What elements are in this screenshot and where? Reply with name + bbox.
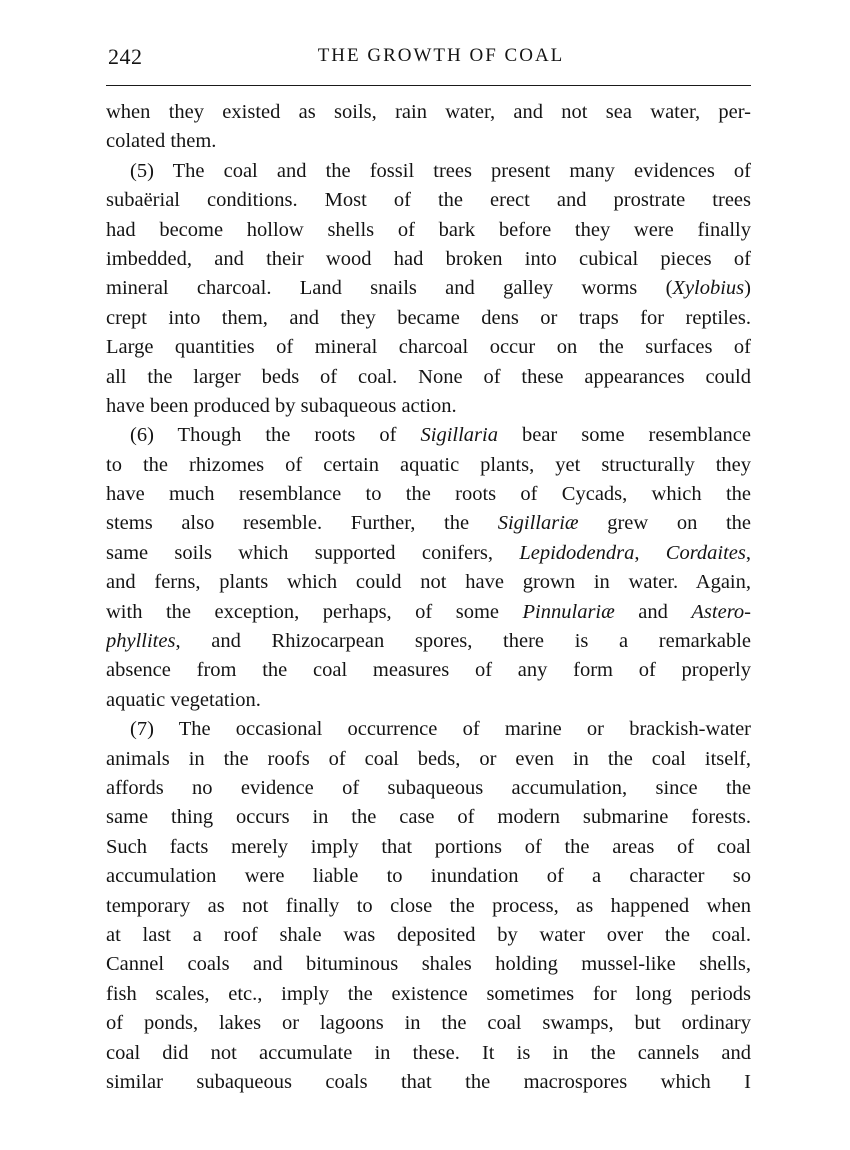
italic-term: phyllites: [106, 630, 176, 653]
text-line: animals in the roofs of coal beds, or even in the coal itself,: [106, 747, 751, 770]
text-line: accumulation were liable to inundation of a character so: [106, 865, 751, 888]
page-number: 242: [108, 44, 143, 69]
italic-term: Xylobius: [672, 277, 745, 300]
italic-term: Cordaites: [665, 541, 746, 564]
body-text: [106, 98, 751, 1097]
text-line: Such facts merely imply that portions of the areas of coal: [106, 835, 751, 858]
text-line: at last a roof shale was deposited by water over the coal.: [106, 923, 751, 946]
text-line: when they existed as soils, rain water, and not sea water, per-: [106, 101, 751, 123]
text-line: same soils which supported conifers, Lepidodendra, Cordaites,: [106, 541, 751, 564]
italic-term: Lepidodendra: [519, 541, 635, 564]
text-line: mineral charcoal. Land snails and galley worms (Xylobius): [106, 277, 751, 300]
text-line: stems also resemble. Further, the Sigillariæ grew on the: [106, 512, 751, 535]
text-line: affords no evidence of subaqueous accumulation, since the: [106, 776, 751, 799]
text-line: similar subaqueous coals that the macrospores which I: [106, 1070, 751, 1093]
italic-term: Astero-: [691, 600, 751, 623]
text-line: phyllites, and Rhizocarpean spores, there is a remarkable: [106, 630, 751, 653]
text-line: had become hollow shells of bark before they were finally: [106, 218, 751, 241]
text-line: subaërial conditions. Most of the erect and prostrate trees: [106, 189, 751, 212]
text-line: have been produced by subaqueous action.: [106, 394, 457, 417]
text-line: Cannel coals and bituminous shales holding mussel-like shells,: [106, 953, 751, 976]
text-line: temporary as not finally to close the process, as happened when: [106, 894, 751, 917]
header-rule: [106, 85, 751, 86]
italic-term: Pinnulariæ: [522, 600, 615, 623]
page-header: [108, 44, 750, 74]
text-line: absence from the coal measures of any form of properly: [106, 659, 751, 682]
text-line: of ponds, lakes or lagoons in the coal swamps, but ordinary: [106, 1012, 751, 1035]
text-line: (6) Though the roots of Sigillaria bear some resemblance: [130, 424, 751, 447]
text-line: (5) The coal and the fossil trees present many evidences of: [130, 159, 751, 182]
text-line: to the rhizomes of certain aquatic plants, yet structurally they: [106, 453, 751, 476]
text-line: fish scales, etc., imply the existence sometimes for long periods: [106, 982, 751, 1005]
text-line: crept into them, and they became dens or traps for reptiles.: [106, 306, 751, 329]
text-line: coal did not accumulate in these. It is in the cannels and: [106, 1041, 751, 1064]
text-line: Large quantities of mineral charcoal occur on the surfaces of: [106, 336, 751, 359]
text-line: with the exception, perhaps, of some Pinnulariæ and Astero-: [106, 600, 751, 623]
text-line: have much resemblance to the roots of Cycads, which the: [106, 483, 751, 506]
text-line: all the larger beds of coal. None of these appearances could: [106, 365, 751, 388]
text-line: and ferns, plants which could not have grown in water. Again,: [106, 571, 751, 594]
italic-term: Sigillariæ: [497, 512, 579, 535]
italic-term: Sigillaria: [420, 424, 498, 447]
text-line: imbedded, and their wood had broken into cubical pieces of: [106, 247, 751, 270]
text-line: same thing occurs in the case of modern submarine forests.: [106, 806, 751, 829]
running-title: THE GROWTH OF COAL: [317, 45, 565, 66]
text-line: (7) The occasional occurrence of marine or brackish-water: [130, 718, 751, 741]
text-line: colated them.: [106, 130, 217, 153]
text-line: aquatic vegetation.: [106, 688, 261, 711]
